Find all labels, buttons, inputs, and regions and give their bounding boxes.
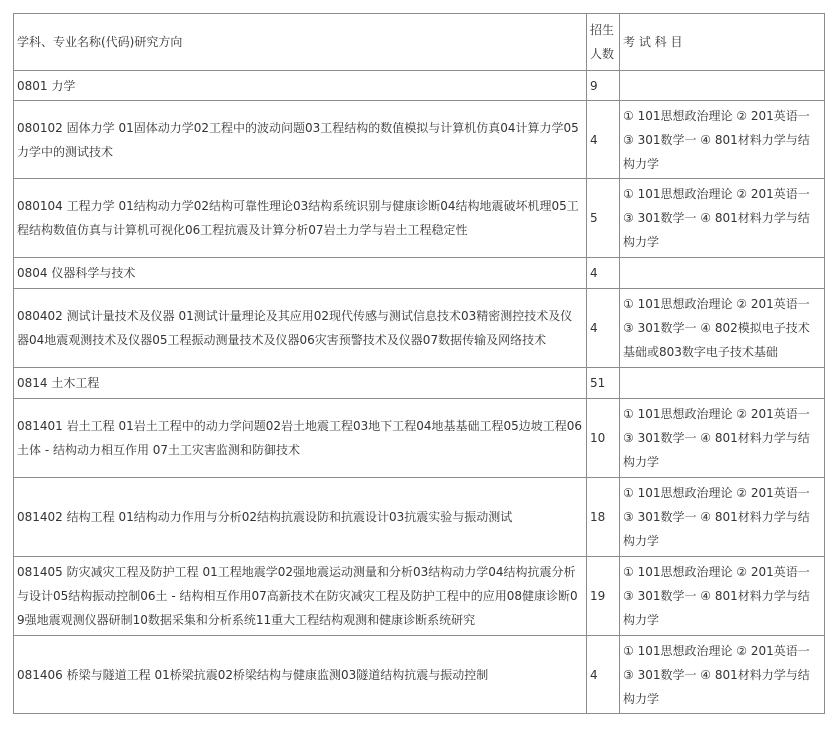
table-row xyxy=(14,289,825,368)
major-cell: 081406 桥梁与隧道工程 01桥梁抗震02桥梁结构与健康监测03隧道结构抗震与振动控制 xyxy=(14,636,587,714)
header-enrollment: 招生人数 xyxy=(587,14,620,71)
subjects-cell xyxy=(620,258,825,289)
enrollment-cell: 4 xyxy=(587,289,620,368)
table-row xyxy=(14,557,825,636)
enrollment-cell: 4 xyxy=(587,636,620,714)
subjects-cell: ① 101思想政治理论 ② 201英语一 ③ 301数学一 ④ 801材料力学与结构力学 xyxy=(620,101,825,179)
enrollment-cell: 19 xyxy=(587,557,620,636)
major-cell: 080104 工程力学 01结构动力学02结构可靠性理论03结构系统识别与健康诊断04结构地震破坏机理05工程结构数值仿真与计算机可视化06工程抗震及计算分析07岩土力学与岩土工程稳定性 xyxy=(14,179,587,258)
major-cell: 081405 防灾减灾工程及防护工程 01工程地震学02强地震运动测量和分析03结构动力学04结构抗震分析与设计05结构振动控制06土 - 结构相互作用07高新技术在防灾减灾工程及防护工程中的应用08健康诊断09强地震观测仪器研制10数据采集和分析系统11重大工程结构观测和健康诊断系统研究 xyxy=(14,557,587,636)
enrollment-cell: 4 xyxy=(587,101,620,179)
subjects-cell: ① 101思想政治理论 ② 201英语一 ③ 301数学一 ④ 802模拟电子技术基础或803数字电子技术基础 xyxy=(620,289,825,368)
major-cell: 081401 岩土工程 01岩土工程中的动力学问题02岩土地震工程03地下工程04地基基础工程05边坡工程06土体 - 结构动力相互作用 07土工灾害监测和防御技术 xyxy=(14,399,587,478)
enrollment-cell: 10 xyxy=(587,399,620,478)
header-subjects: 考 试 科 目 xyxy=(620,14,825,71)
header-major: 学科、专业名称(代码)研究方向 xyxy=(14,14,587,71)
subjects-cell: ① 101思想政治理论 ② 201英语一 ③ 301数学一 ④ 801材料力学与结构力学 xyxy=(620,557,825,636)
major-cell: 081402 结构工程 01结构动力作用与分析02结构抗震设防和抗震设计03抗震实验与振动测试 xyxy=(14,478,587,557)
table-row xyxy=(14,636,825,714)
enrollment-cell: 5 xyxy=(587,179,620,258)
subjects-cell: ① 101思想政治理论 ② 201英语一 ③ 301数学一 ④ 801材料力学与结构力学 xyxy=(620,478,825,557)
header-row xyxy=(14,14,825,71)
enrollment-cell: 4 xyxy=(587,258,620,289)
major-cell: 080402 测试计量技术及仪器 01测试计量理论及其应用02现代传感与测试信息技术03精密测控技术及仪器04地震观测技术及仪器05工程振动测量技术及仪器06灾害预警技术及仪器07数据传输及网络技术 xyxy=(14,289,587,368)
enrollment-cell: 18 xyxy=(587,478,620,557)
major-cell: 0814 土木工程 xyxy=(14,368,587,399)
table-row xyxy=(14,71,825,101)
major-cell: 0804 仪器科学与技术 xyxy=(14,258,587,289)
subjects-cell: ① 101思想政治理论 ② 201英语一 ③ 301数学一 ④ 801材料力学与结构力学 xyxy=(620,399,825,478)
table-row xyxy=(14,368,825,399)
subjects-cell: ① 101思想政治理论 ② 201英语一 ③ 301数学一 ④ 801材料力学与结构力学 xyxy=(620,636,825,714)
table-row xyxy=(14,179,825,258)
subjects-cell xyxy=(620,71,825,101)
table-row xyxy=(14,258,825,289)
enrollment-cell: 51 xyxy=(587,368,620,399)
admissions-table xyxy=(13,13,825,714)
subjects-cell: ① 101思想政治理论 ② 201英语一 ③ 301数学一 ④ 801材料力学与结构力学 xyxy=(620,179,825,258)
table-row xyxy=(14,101,825,179)
table-row xyxy=(14,478,825,557)
enrollment-cell: 9 xyxy=(587,71,620,101)
major-cell: 080102 固体力学 01固体动力学02工程中的波动问题03工程结构的数值模拟与计算机仿真04计算力学05力学中的测试技术 xyxy=(14,101,587,179)
major-cell: 0801 力学 xyxy=(14,71,587,101)
subjects-cell xyxy=(620,368,825,399)
table-row xyxy=(14,399,825,478)
